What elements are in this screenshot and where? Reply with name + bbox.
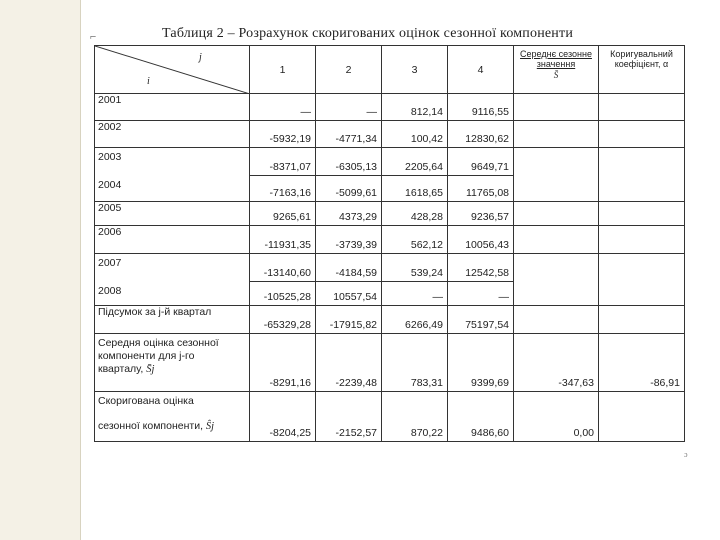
value-cell: 100,42 [382, 121, 448, 148]
total-row [95, 306, 685, 334]
year-cell: 2005 [95, 202, 250, 226]
adjusted-value: -2152,57 [316, 392, 382, 442]
value-cell: — [448, 282, 514, 306]
value-cell: -3739,39 [316, 226, 382, 254]
value-cell: -5932,19 [250, 121, 316, 148]
total-value: 6266,49 [382, 306, 448, 334]
bracket-marker: ⌐ [90, 31, 97, 43]
value-cell: 12830,62 [448, 121, 514, 148]
year-cell: 2006 [95, 226, 250, 254]
table-row [95, 94, 685, 121]
col-header-mean: Середнє сезонне значення S̄ [514, 46, 599, 94]
corner-mark: ɔ [684, 450, 688, 459]
mean-value: 9399,69 [448, 334, 514, 392]
value-cell: -7163,16 [250, 176, 316, 202]
total-label: Підсумок за j-й квартал [95, 306, 250, 334]
adjusted-row [95, 392, 685, 442]
col-header-4: 4 [448, 46, 514, 94]
total-value: -65329,28 [250, 306, 316, 334]
total-value: -17915,82 [316, 306, 382, 334]
value-cell: -4184,59 [316, 254, 382, 282]
value-cell: -13140,60 [250, 254, 316, 282]
mean-label: Середня оцінка сезонної компоненти для j-го кварталу, S̄j [95, 334, 250, 392]
table-row [95, 121, 685, 148]
corner-diagonal [95, 46, 250, 94]
value-cell: 11765,08 [448, 176, 514, 202]
mean-row [95, 334, 685, 392]
col-header-3: 3 [382, 46, 448, 94]
mean-overall: -347,63 [514, 334, 599, 392]
mean-value: -2239,48 [316, 334, 382, 392]
adjusted-overall: 0,00 [514, 392, 599, 442]
value-cell: -5099,61 [316, 176, 382, 202]
total-value: 75197,54 [448, 306, 514, 334]
value-cell: 812,14 [382, 94, 448, 121]
value-cell: 1618,65 [382, 176, 448, 202]
mean-value: 783,31 [382, 334, 448, 392]
value-cell: 562,12 [382, 226, 448, 254]
year-cell: 2003 2004 [95, 148, 250, 202]
col-header-2: 2 [316, 46, 382, 94]
value-cell: -10525,28 [250, 282, 316, 306]
year-cell: 2001 [95, 94, 250, 121]
value-cell: -6305,13 [316, 148, 382, 176]
table-row [95, 254, 685, 282]
coef-value: -86,91 [599, 334, 685, 392]
value-cell: — [316, 94, 382, 121]
value-cell: -4771,34 [316, 121, 382, 148]
adjusted-value: 9486,60 [448, 392, 514, 442]
table-row [95, 202, 685, 226]
year-cell: 2007 2008 [95, 254, 250, 306]
header-row [95, 46, 685, 94]
value-cell: 10056,43 [448, 226, 514, 254]
seasonal-table [94, 45, 685, 442]
value-cell: 9116,55 [448, 94, 514, 121]
value-cell: -8371,07 [250, 148, 316, 176]
value-cell: 9236,57 [448, 202, 514, 226]
corner-cell [95, 46, 250, 94]
table-row [95, 226, 685, 254]
value-cell: -11931,35 [250, 226, 316, 254]
adjusted-value: -8204,25 [250, 392, 316, 442]
value-cell: 10557,54 [316, 282, 382, 306]
value-cell: 9649,71 [448, 148, 514, 176]
value-cell: 12542,58 [448, 254, 514, 282]
year-cell: 2002 [95, 121, 250, 148]
corner-i: i [147, 76, 150, 87]
value-cell: 428,28 [382, 202, 448, 226]
value-cell: 9265,61 [250, 202, 316, 226]
mean-value: -8291,16 [250, 334, 316, 392]
table-title: Таблиця 2 – Розрахунок скоригованих оцінок сезонної компоненти [162, 26, 574, 41]
value-cell: 539,24 [382, 254, 448, 282]
adjusted-label: Скоригована оцінка сезонної компоненти, Ŝj [95, 392, 250, 442]
col-header-coef: Коригувальний коефіцієнт, α [599, 46, 685, 94]
col-header-1: 1 [250, 46, 316, 94]
value-cell: 2205,64 [382, 148, 448, 176]
corner-j: j [199, 52, 202, 63]
slide-left-panel [0, 0, 81, 540]
table-row [95, 148, 685, 176]
value-cell: — [250, 94, 316, 121]
value-cell: — [382, 282, 448, 306]
value-cell: 4373,29 [316, 202, 382, 226]
adjusted-value: 870,22 [382, 392, 448, 442]
